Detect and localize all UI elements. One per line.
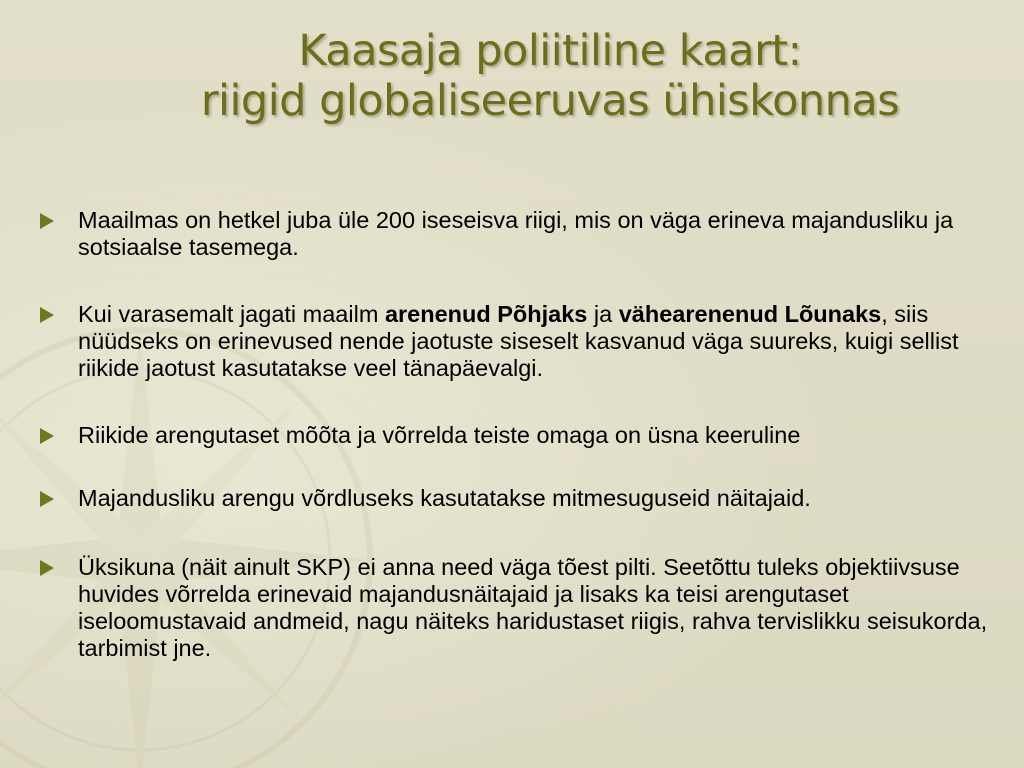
title-line-2: riigid globaliseeruvas ühiskonnas [200,76,900,126]
bullet-item [40,207,1010,261]
bullet-text-part: Kui varasemalt jagati maailm [78,301,385,327]
bullet-text: Üksikuna (näit ainult SKP) ei anna need väga tõest pilti. Seetõttu tuleks objektiivsuse huvides võrrelda erinevaid majandusnäitajaid ja lisaks ka teisi arengutaset iseloomustavaid andmeid, nagu näiteks haridustaset riigis, rahva tervislikku seisukorda, tarbimist jne. [78,554,988,661]
slide-title [0,26,1024,126]
bold-term-north: arenenud Põhjaks [384,301,588,327]
bold-term-south: vähearenenud Lõunaks [618,301,882,327]
bullet-item [40,485,1010,512]
bullet-item [40,301,1010,382]
bullet-text-part: ja [587,301,619,327]
bullet-text-part: , siis nüüdseks on erinevused nende jaotuste siseselt kasvanud väga suureks, kuigi sellist riikide jaotust kasutatakse veel tänapäevalgi. [78,301,959,381]
triangle-right-icon [40,491,54,507]
bullet-list [40,207,1010,702]
triangle-right-icon [40,307,54,323]
bullet-item [40,554,1010,662]
triangle-right-icon [40,213,54,229]
triangle-right-icon [40,428,54,444]
title-line-1: Kaasaja poliitiline kaart: [298,26,802,76]
bullet-text: Majandusliku arengu võrdluseks kasutatakse mitmesuguseid näitajaid. [78,485,811,511]
bullet-text: Maailmas on hetkel juba üle 200 iseseisva riigi, mis on väga erineva majandusliku ja sotsiaalse tasemega. [78,207,954,260]
bullet-item [40,422,1010,449]
triangle-right-icon [40,560,54,576]
bullet-text: Riikide arengutaset mõõta ja võrrelda teiste omaga on üsna keeruline [78,422,801,448]
